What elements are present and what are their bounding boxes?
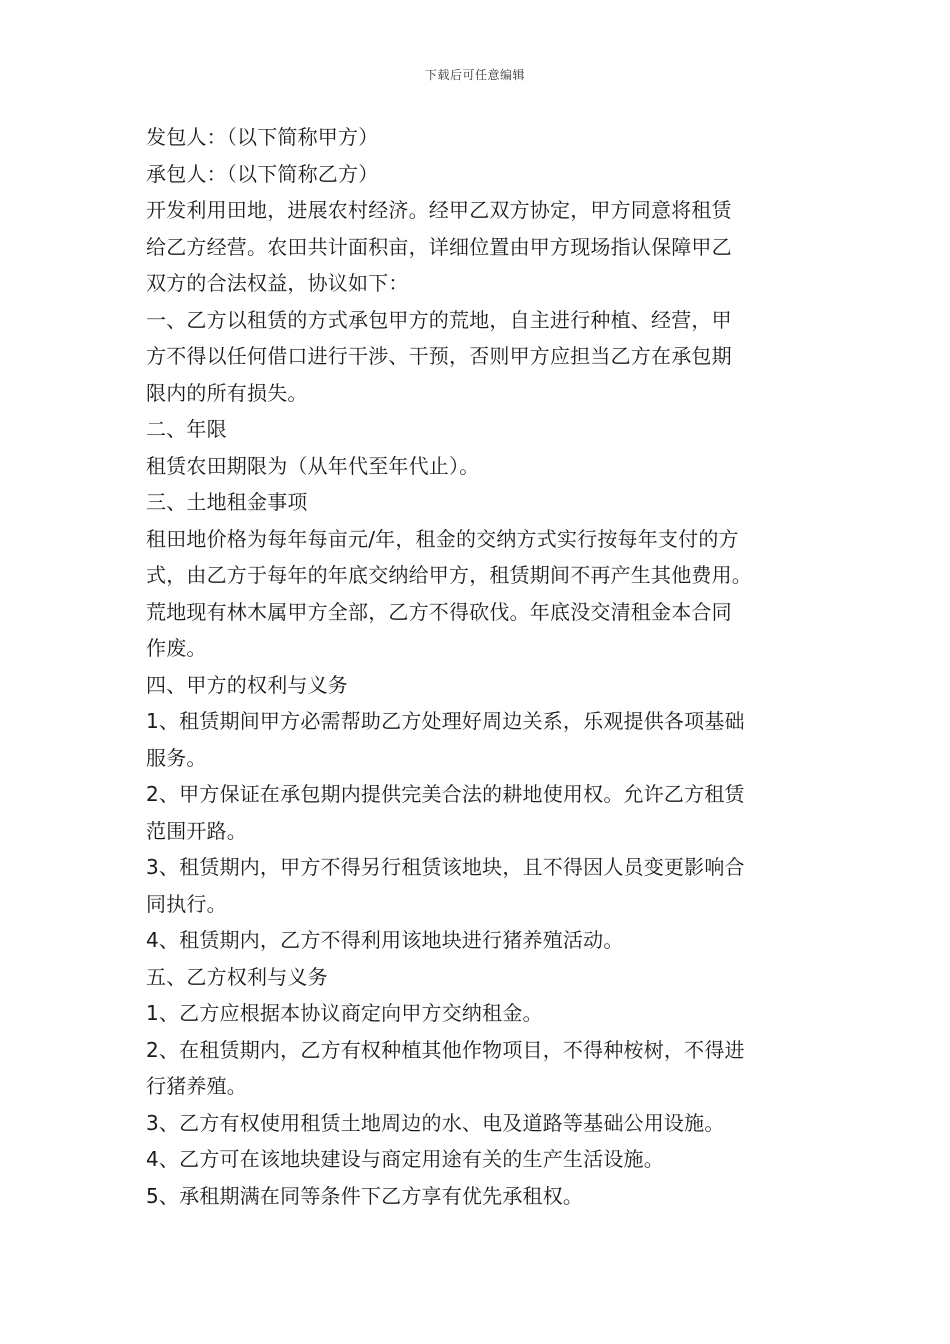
text-line: 发包人：（以下简称甲方）: [146, 125, 379, 149]
text-line: 租赁农田期限为（从年代至年代止）。: [146, 453, 480, 478]
text-line: 限内的所有损失。: [146, 380, 308, 405]
text-line: 承包人：（以下简称乙方）: [146, 161, 379, 186]
text-line: 作废。: [146, 636, 207, 660]
text-line: 给乙方经营。农田共计面积亩，详细位置由甲方现场指认保障甲乙: [146, 234, 732, 259]
text-line: 1、乙方应根据本协议商定向甲方交纳租金。: [146, 1001, 543, 1025]
text-line: 同执行。: [146, 891, 227, 916]
page-header-note: 下载后可任意编辑: [424, 68, 525, 82]
text-line: 4、租赁期内，乙方不得利用该地块进行猪养殖活动。: [146, 928, 624, 952]
text-line: 租田地价格为每年每亩元/年，租金的交纳方式实行按每年支付的方: [146, 526, 739, 551]
text-line: 2、在租赁期内，乙方有权种植其他作物项目，不得种桉树，不得进: [146, 1037, 745, 1062]
text-line: 服务。: [146, 745, 207, 770]
text-line: 荒地现有林木属甲方全部，乙方不得砍伐。年底没交清租金本合同: [146, 599, 732, 624]
text-line: 式，由乙方于每年的年底交纳给甲方，租赁期间不再产生其他费用。: [146, 563, 752, 587]
text-line: 3、租赁期内，甲方不得另行租赁该地块，且不得因人员变更影响合: [146, 855, 745, 879]
section-heading: 五、乙方权利与义务: [146, 964, 328, 989]
document-body: [146, 119, 811, 1214]
text-line: 5、承租期满在同等条件下乙方享有优先承租权。: [146, 1183, 584, 1208]
section-heading: 四、甲方的权利与义务: [146, 672, 348, 697]
text-line: 1、租赁期间甲方必需帮助乙方处理好周边关系，乐观提供各项基础: [146, 709, 745, 733]
text-line: 3、乙方有权使用租赁土地周边的水、电及道路等基础公用设施。: [146, 1110, 725, 1135]
text-line: 行猪养殖。: [146, 1074, 247, 1098]
text-line: 4、乙方可在该地块建设与商定用途有关的生产生活设施。: [146, 1147, 664, 1171]
section-heading: 三、土地租金事项: [146, 490, 308, 514]
section-heading: 二、年限: [146, 417, 227, 441]
text-line: 范围开路。: [146, 818, 247, 843]
text-line: 开发利用田地，进展农村经济。经甲乙双方协定，甲方同意将租赁: [146, 198, 732, 222]
text-line: 方不得以任何借口进行干涉、干预，否则甲方应担当乙方在承包期: [146, 344, 732, 368]
text-line: 双方的合法权益，协议如下：: [146, 271, 409, 295]
text-line: 2、甲方保证在承包期内提供完美合法的耕地使用权。允许乙方租赁: [146, 782, 745, 806]
text-line: 一、乙方以租赁的方式承包甲方的荒地，自主进行种植、经营，甲: [146, 307, 732, 332]
